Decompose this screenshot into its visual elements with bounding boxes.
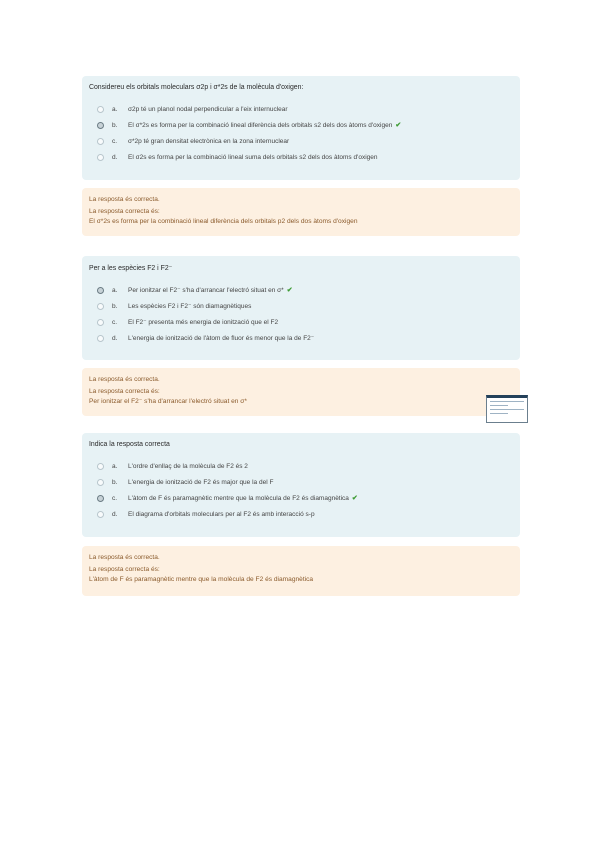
answer-letter: d. <box>112 334 118 342</box>
answer-option-a[interactable] <box>97 282 512 298</box>
feedback-answer: El σ*2s es forma per la combinació lineal diferència dels orbitals p2 dels dos àtoms d'oxigen <box>89 217 358 225</box>
answer-option-c[interactable] <box>97 490 512 506</box>
radio-button[interactable] <box>97 511 104 518</box>
answer-option-c[interactable] <box>97 133 512 149</box>
question-2 <box>82 256 520 360</box>
answer-option-d[interactable] <box>97 506 512 522</box>
answer-letter: c. <box>112 137 118 145</box>
feedback-status: La resposta és correcta. <box>89 196 160 203</box>
answer-letter: a. <box>112 105 118 113</box>
thumbnail-line <box>490 401 524 402</box>
radio-button[interactable] <box>97 335 104 342</box>
answer-text: L'energia de ionització de l'àtom de fluor és menor que la de F2⁻ <box>128 335 315 342</box>
answer-option-c[interactable] <box>97 314 512 330</box>
radio-button[interactable] <box>97 479 104 486</box>
answer-text: El σ*2s es forma per la combinació lineal diferència dels orbitals s2 dels dos àtoms d'oxigen <box>128 121 393 129</box>
check-icon: ✔ <box>351 495 358 502</box>
radio-button[interactable] <box>97 106 104 113</box>
answer-letter: d. <box>112 153 118 161</box>
feedback-2 <box>82 368 520 416</box>
answer-text: Les espècies F2 i F2⁻ són diamagnètiques <box>128 303 252 310</box>
question-3 <box>82 433 520 537</box>
answer-list <box>89 282 512 346</box>
answer-letter: c. <box>112 318 118 326</box>
radio-button[interactable] <box>97 138 104 145</box>
answer-text: σ*2p té gran densitat electrònica en la zona internuclear <box>128 137 290 145</box>
answer-option-b[interactable] <box>97 298 512 314</box>
answer-letter: a. <box>112 286 118 294</box>
answer-option-b[interactable] <box>97 117 512 133</box>
question-text: Per a les espècies F2 i F2⁻ <box>89 265 173 272</box>
answer-letter: c. <box>112 494 118 502</box>
thumbnail-line <box>490 409 524 410</box>
radio-button-selected[interactable] <box>97 287 104 294</box>
feedback-label: La resposta correcta és: <box>89 566 160 574</box>
answer-letter: a. <box>112 462 118 470</box>
check-icon: ✔ <box>395 122 402 129</box>
question-text: Considereu els orbitals moleculars σ2p i σ*2s de la molècula d'oxigen: <box>89 84 304 91</box>
answer-option-a[interactable] <box>97 101 512 117</box>
answer-text: Per ionitzar el F2⁻ s'ha d'arrancar l'electró situat en σ* <box>128 287 284 294</box>
answer-text: El diagrama d'orbitals moleculars per al F2 és amb interacció s-p <box>128 510 315 518</box>
feedback-answer: Per ionitzar el F2⁻ s'ha d'arrancar l'electró situat en σ* <box>89 397 247 405</box>
feedback-status: La resposta és correcta. <box>89 376 160 383</box>
answer-option-a[interactable] <box>97 458 512 474</box>
feedback-3 <box>82 546 520 596</box>
thumbnail-line <box>490 413 508 414</box>
answer-text: L'energia de ionització de F2 és major que la del F <box>128 478 274 486</box>
answer-text: El σ2s es forma per la combinació lineal suma dels orbitals s2 dels dos àtoms d'oxigen <box>128 153 378 161</box>
answer-text: L'ordre d'enllaç de la molècula de F2 és 2 <box>128 462 248 470</box>
answer-list <box>89 458 512 522</box>
radio-button[interactable] <box>97 319 104 326</box>
answer-text: σ2p té un planol nodal perpendicular a l'eix internuclear <box>128 105 288 113</box>
radio-button[interactable] <box>97 303 104 310</box>
answer-letter: d. <box>112 510 118 518</box>
feedback-label: La resposta correcta és: <box>89 388 160 396</box>
radio-button[interactable] <box>97 463 104 470</box>
answer-option-d[interactable] <box>97 149 512 165</box>
answer-text: L'àtom de F és paramagnètic mentre que la molècula de F2 és diamagnètica <box>128 494 349 502</box>
answer-letter: b. <box>112 121 118 129</box>
feedback-answer: L'àtom de F és paramagnètic mentre que la molècula de F2 és diamagnètica <box>89 575 314 583</box>
thumbnail-line <box>490 405 508 406</box>
radio-button-selected[interactable] <box>97 495 104 502</box>
question-text: Indica la resposta correcta <box>89 441 170 448</box>
radio-button-selected[interactable] <box>97 122 104 129</box>
check-icon: ✔ <box>286 287 293 294</box>
screenshot-thumbnail[interactable] <box>486 395 528 423</box>
feedback-label: La resposta correcta és: <box>89 208 160 216</box>
radio-button[interactable] <box>97 154 104 161</box>
answer-list <box>89 101 512 165</box>
feedback-status: La resposta és correcta. <box>89 554 160 561</box>
answer-letter: b. <box>112 478 118 486</box>
answer-text: El F2⁻ presenta més energia de ionització que el F2 <box>128 319 279 326</box>
question-1 <box>82 76 520 180</box>
answer-letter: b. <box>112 302 118 310</box>
feedback-1 <box>82 188 520 236</box>
answer-option-b[interactable] <box>97 474 512 490</box>
answer-option-d[interactable] <box>97 330 512 346</box>
